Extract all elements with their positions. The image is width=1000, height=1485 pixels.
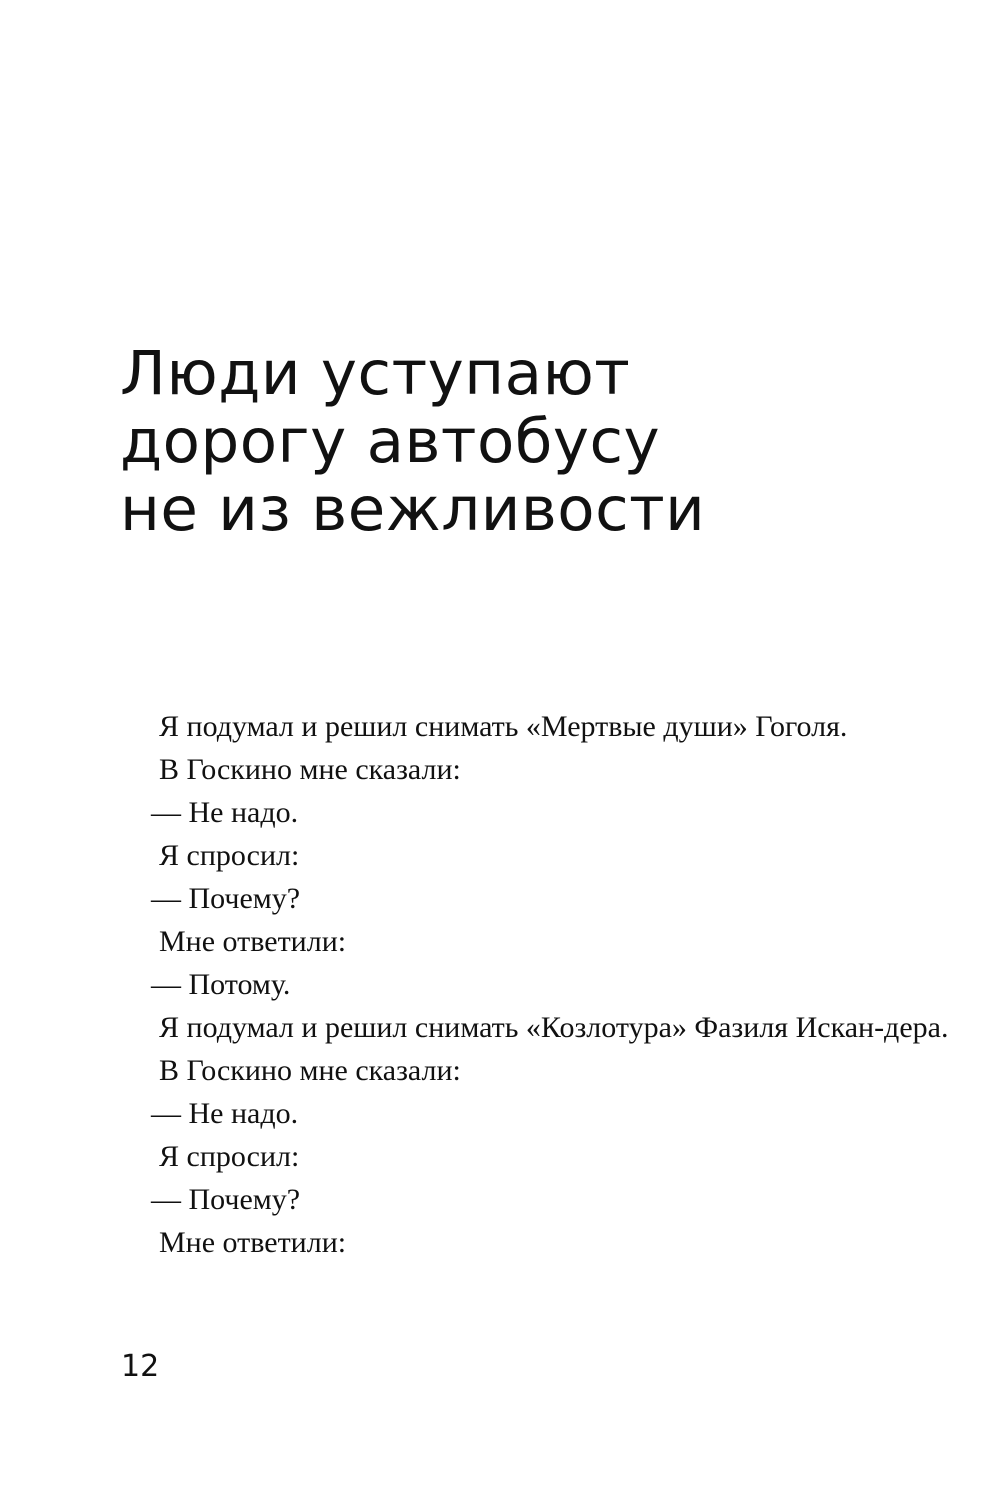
dialogue-line: — Не надо. xyxy=(151,1097,299,1130)
paragraph: Я спросил: xyxy=(159,839,300,872)
dialogue-line: — Почему? xyxy=(151,882,301,915)
dialogue-line: — Не надо. xyxy=(151,796,299,829)
page-number: 12 xyxy=(121,1349,160,1384)
paragraph: Мне ответили: xyxy=(159,1226,347,1259)
paragraph: Мне ответили: xyxy=(159,925,347,958)
chapter-title xyxy=(120,340,940,544)
dialogue-line: — Потому. xyxy=(151,968,291,1001)
paragraph: Я подумал и решил снимать «Козлотура» Фазиля Искан-дера. xyxy=(159,1011,949,1044)
chapter-title-line: не из вежливости xyxy=(120,474,706,545)
chapter-title-line: Люди уступают xyxy=(120,338,631,409)
dialogue-line: — Почему? xyxy=(151,1183,301,1216)
chapter-title-line: дорогу автобусу xyxy=(120,406,661,477)
paragraph: В Госкино мне сказали: xyxy=(159,1054,461,1087)
body-text xyxy=(113,705,958,1264)
paragraph: В Госкино мне сказали: xyxy=(159,753,461,786)
paragraph: Я спросил: xyxy=(159,1140,300,1173)
paragraph: Я подумал и решил снимать «Мертвые души» Гоголя. xyxy=(159,710,848,743)
